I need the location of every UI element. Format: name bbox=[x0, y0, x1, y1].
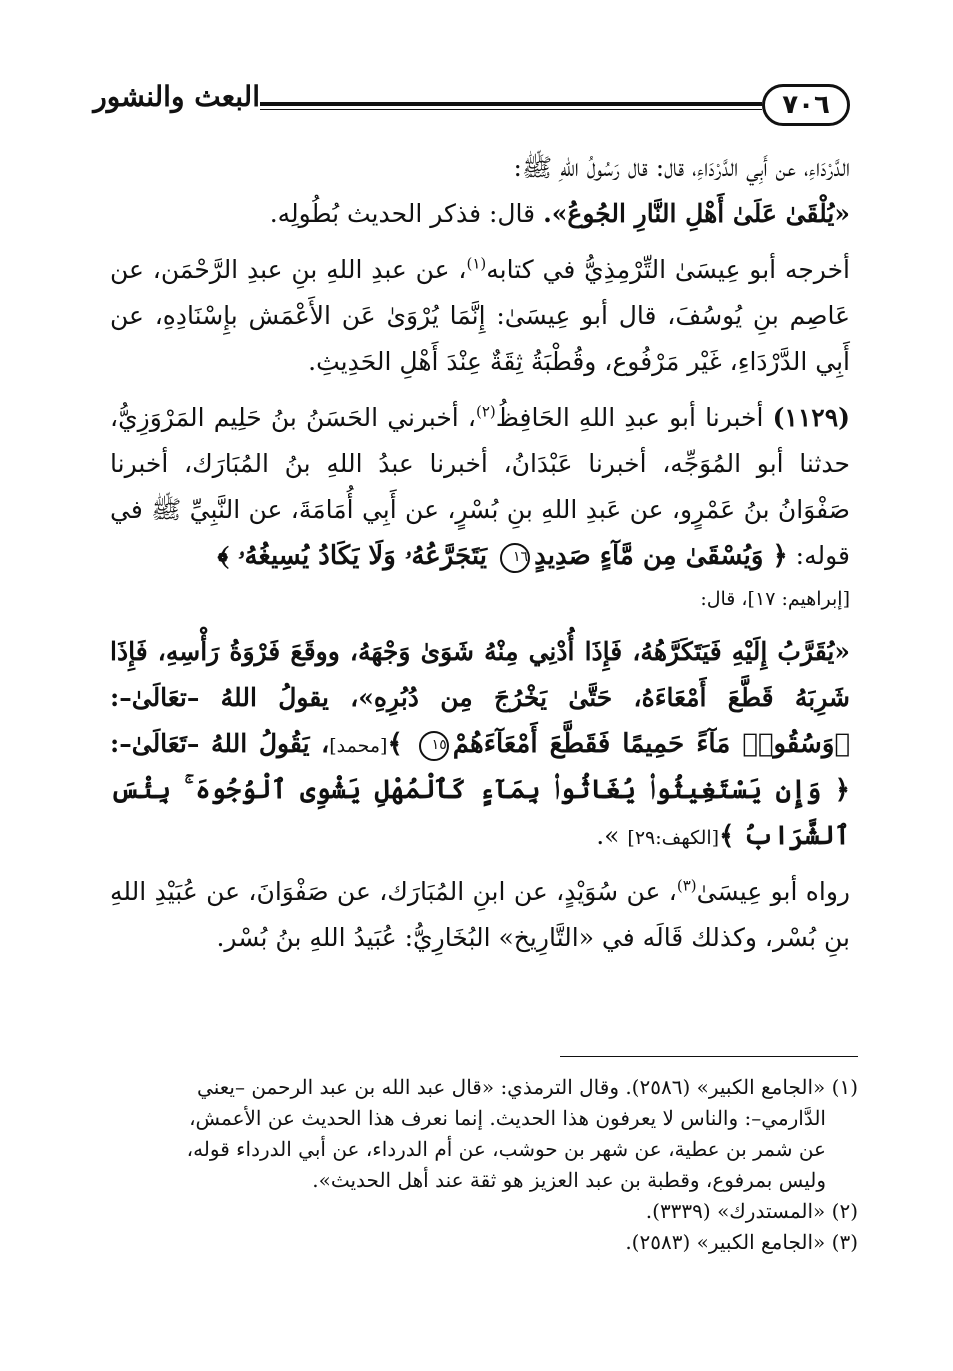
paragraph-3-text-b: ، عن عبدِ اللهِ بنِ عبدِ الرَّحْمَن، عن عَاصِم بنِ يُوسُفَ، قال أبو عِيسَىٰ: إِنَّمَا يُرْوَىٰ عَن الأَعْمَش بإِسْنَادِهِ، عن أَبِي الدَّرْدَاءِ، غَيْر مَرْفُوع، وقُطْبَةُ ثِقَةٌ عِنْدَ أَهْلِ الحَدِيثِ. bbox=[110, 255, 850, 376]
footnote-3: (٣) «الجامع الكبير» (٢٥٨٣). bbox=[625, 1230, 858, 1254]
verse-reference-3: [الكهف:٢٩] bbox=[627, 827, 720, 849]
paragraph-4-text-b: ، أخبرني الحَسَنُ بنُ حَلِيم المَرْوَزِيُّ، حدثنا أبو المُوَجِّه، أخبرنا عَبْدَانُ، أخبرنا عبدُ اللهِ بنُ المُبَارَك، أخبرنا صَفْوَانُ بنُ عَمْرٍو، عن عَبدِ اللهِ بنِ بُسْرٍ، عن أَبِي أُمَامَةَ، عن النَّبِيِّ ﷺ في قوله: bbox=[110, 403, 850, 570]
verse-reference-2: [محمد] bbox=[329, 735, 388, 757]
footnote-1-line-2: الدَّارمي–: والناس لا يعرفون هذا الحديث. إنما نعرف هذا الحديث عن الأعمش، bbox=[189, 1106, 826, 1130]
footnote-1-line-4: وليس بمرفوع، وقطبة بن عبد العزيز هو ثقة عند أهل الحديث». bbox=[312, 1168, 826, 1192]
footnote-1-line-3: عن شمر بن عطية، عن شهر بن حوشب، عن أم الدرداء، عن أبي الدرداء قوله، bbox=[186, 1137, 826, 1161]
quran-verse-2-end: ﴾ bbox=[387, 729, 415, 759]
footnote-1-line-1: (١) «الجامع الكبير» (٢٥٨٦). وقال الترمذي: «قال عبد الله بن عبد الرحمن –يعني bbox=[197, 1075, 858, 1099]
footnote-ref-2: (٢) bbox=[475, 402, 496, 421]
footnote-ref-3: (٣) bbox=[676, 876, 697, 895]
hadith-number: (١١٢٩) bbox=[772, 403, 850, 432]
hadith-text-2: «يُقَرَّبُ إِلَيْهِ فَيَتَكَرَّهُهُ، فَإِذَا أُدْنِي مِنْهُ شَوَىٰ وَجْهَهُ، ووقَعَ فَرْوَةُ رَأْسِهِ، فَإِذَا شَرِبَهُ قَطَّعَ أَمْعَاءَهُ، حَتَّىٰ يَخْرُجَ مِن دُبُرِهِ»، يقولُ اللهُ –تعَالَىٰ–: bbox=[110, 637, 850, 712]
paragraph-6 bbox=[110, 869, 850, 961]
paragraph-5-end: ». bbox=[596, 821, 628, 850]
header-rule-thick bbox=[260, 102, 762, 106]
footnotes bbox=[110, 1072, 858, 1258]
paragraph-1: الدَّرْدَاءِ، عن أَبِي الدَّرْدَاءِ، قال: قال رَسُولُ اللهِ ﷺ: bbox=[513, 153, 850, 182]
paragraph-6-text-a: رواه أبو عِيسَىٰ bbox=[696, 877, 850, 906]
paragraph-2 bbox=[110, 191, 850, 237]
ayah-number-marker: ١٦ bbox=[500, 543, 530, 573]
ayah-number-marker-2: ١٥ bbox=[419, 731, 449, 761]
verse-reference-1: [إبراهيم: ١٧]، قال: bbox=[700, 588, 850, 610]
paragraph-6-text-b: ، عن سُوَيْدٍ، عن ابنِ المُبَارَك، عن صَفْوَانَ، عن عُبَيْدِ اللهِ بنِ بُسْر، وكذلك قَالَه في «التَّارِيخ» البُخَارِيُّ: عُبَيدُ اللهِ بنُ بُسْر. bbox=[110, 877, 850, 952]
page-header bbox=[93, 78, 850, 138]
paragraph-3 bbox=[110, 247, 850, 385]
header-rule-thin bbox=[260, 109, 762, 110]
paragraph-2-rest: قال: فذكر الحديث بُطُولِه. bbox=[269, 199, 544, 228]
main-text bbox=[110, 145, 850, 961]
quran-verse-1b: يَتَجَرَّعُهُۥ وَلَا يَكَادُ يُسِيغُهُۥ ﴾ bbox=[217, 541, 497, 571]
paragraph-5-text-b: ، يَقُولُ اللهُ –تَعَالَىٰ–: bbox=[110, 729, 330, 758]
paragraph-5 bbox=[110, 629, 850, 859]
quran-verse-3: ﴿ وَإِن يَسْتَغِيثُوا۟ يُغَاثُوا۟ بِمَآءٍ كَٱلْمُهْلِ يَشْوِى ٱلْوُجُوهَ ۚ بِئْسَ ٱلشَّرَابُ ﴾ bbox=[110, 775, 850, 851]
paragraph-3-text-a: أخرجه أبو عِيسَىٰ التِّرْمِذِيُّ في كتابه bbox=[486, 255, 850, 284]
footnote-separator bbox=[560, 1056, 858, 1057]
running-title: البعث والنشور bbox=[93, 80, 260, 113]
quran-verse-1a: ﴿ وَيُسْقَىٰ مِن مَّآءٍ صَدِيدٍ bbox=[534, 541, 788, 571]
quran-verse-2: ﴿وَسُقُوا۟ مَآءً حَمِيمًا فَقَطَّعَ أَمْعَآءَهُمْ bbox=[452, 729, 850, 759]
page-number: ٧٠٦ bbox=[762, 84, 850, 126]
hadith-text: «يُلْقَىٰ عَلَىٰ أَهْلِ النَّارِ الجُوعُ». bbox=[543, 199, 850, 228]
footnote-2: (٢) «المستدرك» (٣٣٣٩). bbox=[645, 1199, 858, 1223]
paragraph-4 bbox=[110, 395, 850, 579]
paragraph-4-text-a: أخبرنا أبو عبدِ اللهِ الحَافِظُ bbox=[495, 403, 773, 432]
footnote-ref-1: (١) bbox=[466, 254, 487, 273]
